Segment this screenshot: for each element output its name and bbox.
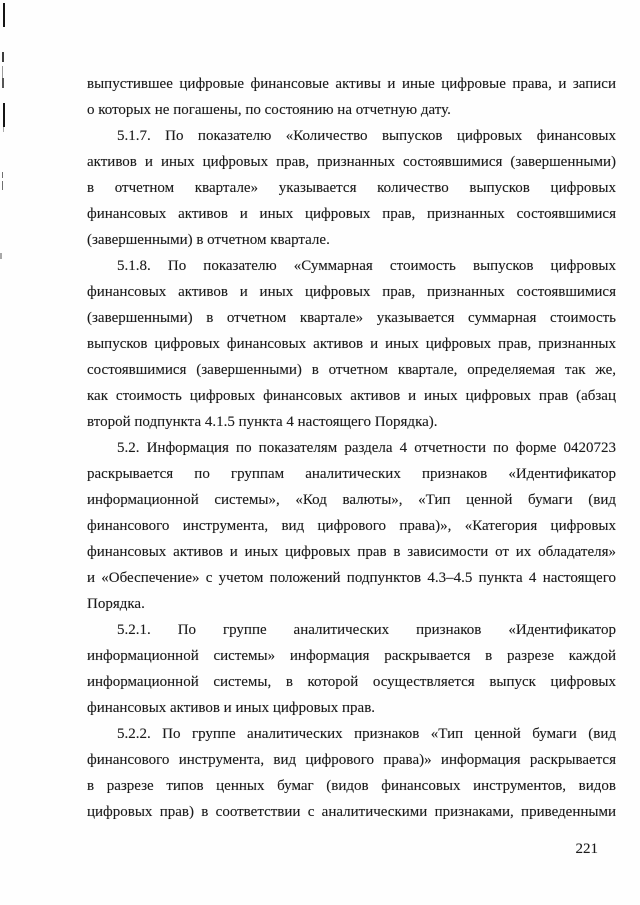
text-line: раскрывается по группам аналитических признаков «Идентификатор: [87, 466, 616, 482]
text-line: (завершенными) в отчетном квартале» указывается суммарная стоимость: [87, 310, 616, 326]
page-text-block: [87, 71, 616, 825]
text-line: финансовых активов и иных цифровых прав в зависимости от их обладателя»: [87, 544, 616, 560]
text-line: и «Обеспечение» с учетом положений подпунктов 4.3–4.5 пункта 4 настоящего: [87, 570, 616, 586]
text-line: финансового инструмента, вид цифрового права)» информация раскрывается: [87, 752, 616, 768]
scan-artifact-mark: [2, 181, 3, 190]
scan-artifact-mark: [3, 103, 5, 127]
scan-artifact-mark: [2, 78, 4, 88]
text-line: финансового инструмента, вид цифрового права)», «Категория цифровых: [87, 518, 616, 534]
text-line: активов и иных цифровых прав, признанных состоявшимися (завершенными): [87, 154, 616, 170]
scan-artifact-mark: [0, 253, 2, 259]
text-line: выпусков цифровых финансовых активов и иных цифровых прав, признанных: [87, 336, 616, 352]
text-line: в разрезе типов ценных бумаг (видов финансовых инструментов, видов: [87, 778, 616, 794]
text-line: (завершенными) в отчетном квартале.: [87, 232, 330, 248]
text-line: информационной системы» информация раскрывается в разрезе каждой: [87, 648, 616, 664]
scan-artifact-mark: [2, 172, 3, 178]
text-line: информационной системы, в которой осуществляется выпуск цифровых: [87, 674, 616, 690]
text-line: состоявшимися (завершенными) в отчетном квартале, определяемая так же,: [87, 362, 616, 378]
text-line: 5.2.1. По группе аналитических признаков «Идентификатор: [117, 622, 616, 638]
text-line: информационной системы», «Код валюты», «Тип ценной бумаги (вид: [87, 492, 616, 508]
text-line: о которых не погашены, по состоянию на отчетную дату.: [87, 102, 451, 118]
text-line: цифровых прав) в соответствии с аналитическими признаками, приведенными: [87, 804, 616, 820]
scan-artifact-mark: [2, 52, 4, 62]
text-line: второй подпункта 4.1.5 пункта 4 настоящего Порядка).: [87, 414, 438, 430]
text-line: финансовых активов и иных цифровых прав, признанных состоявшимися: [87, 284, 616, 300]
text-line: 5.1.8. По показателю «Суммарная стоимость выпусков цифровых: [117, 258, 616, 274]
text-line: в отчетном квартале» указывается количество выпусков цифровых: [87, 180, 616, 196]
text-line: Порядка.: [87, 596, 145, 612]
text-line: 5.1.7. По показателю «Количество выпусков цифровых финансовых: [117, 128, 616, 144]
text-line: финансовых активов и иных цифровых прав.: [87, 700, 376, 716]
text-line: 5.2.2. По группе аналитических признаков «Тип ценной бумаги (вид: [117, 726, 616, 742]
text-line: 5.2. Информация по показателям раздела 4 отчетности по форме 0420723: [117, 440, 616, 456]
text-line: выпустившее цифровые финансовые активы и иные цифровые права, и записи: [87, 76, 616, 92]
scan-artifact-mark: [3, 127, 4, 132]
page-number: 221: [575, 841, 598, 857]
scan-artifact-mark: [3, 3, 5, 27]
text-line: как стоимость цифровых финансовых активов и иных цифровых прав (абзац: [87, 388, 616, 404]
text-line: финансовых активов и иных цифровых прав, признанных состоявшимися: [87, 206, 616, 222]
